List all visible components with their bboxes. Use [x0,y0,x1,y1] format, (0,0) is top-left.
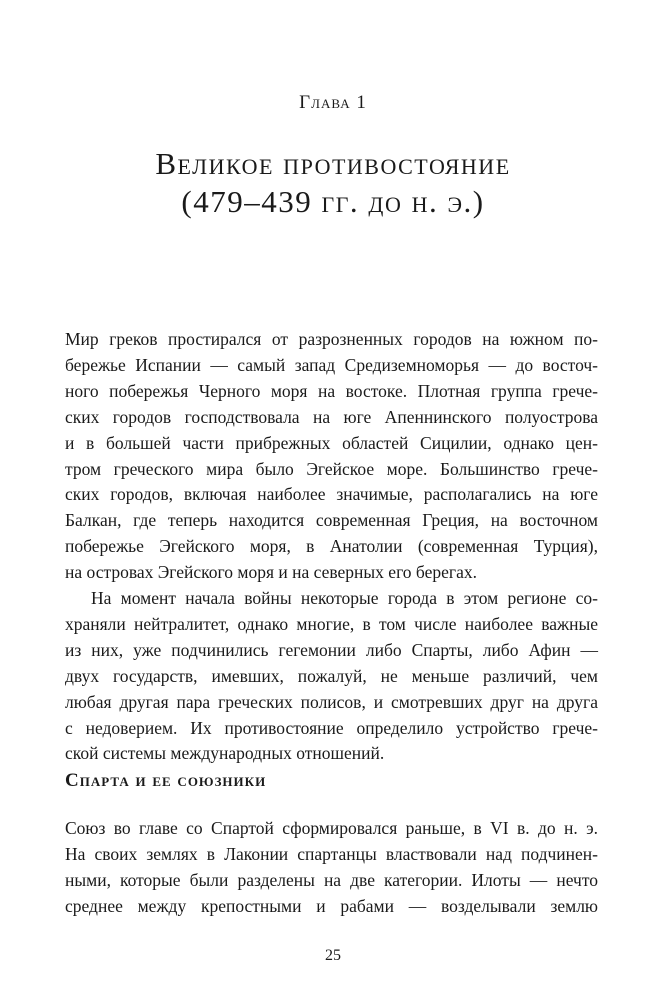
paragraph-2 [65,586,598,767]
text-line: с недоверием. Их противостояние определило устройство грече- [65,717,598,738]
text-line: Мир греков простирался от разрозненных городов на южном по- [65,329,598,349]
chapter-title-line-2: (479–439 гг. до н. э.) [181,184,485,219]
text-line: ских городов, включая наиболее значимые, располагались на юге [65,484,598,505]
text-line: бережье Испании — самый запад Средиземноморья — до восточ- [65,354,598,375]
paragraph-3 [65,816,598,920]
text-line: ской системы международных отношений. [65,743,385,764]
text-line: тром греческого мира было Эгейское море. Большинство грече- [65,458,598,479]
chapter-title [0,145,666,221]
text-line: ными, которые были разделены на две категории. Илоты — нечто [65,869,598,890]
text-line: ских городов господствовала на юге Апеннинского полуострова [65,406,598,427]
text-line: Балкан, где теперь находится современная Греция, на восточном [65,510,598,531]
text-line: ного побережья Черного моря на востоке. Плотная группа грече- [65,380,598,401]
text-line: на островах Эгейского моря и на северных его берегах. [65,562,477,583]
page-number: 25 [325,947,341,964]
text-line: и в большей части прибрежных областей Сицилии, однако цен- [65,432,598,453]
text-line: любая другая пара греческих полисов, и смотревших друг на друга [65,691,598,712]
chapter-label: Глава 1 [299,92,367,113]
text-line: Союз во главе со Спартой сформировался раньше, в VI в. до н. э. [65,818,598,838]
text-line: побережье Эгейского моря, в Анатолии (современная Турция), [65,536,598,557]
text-line: двух государств, имевших, пожалуй, не меньше различий, чем [65,665,598,686]
text-line: храняли нейтралитет, однако многие, в том числе наиболее важные [65,613,598,634]
text-line: среднее между крепостными и рабами — возделывали землю [65,895,598,916]
text-line: из них, уже подчинились гегемонии либо Спарты, либо Афин — [65,639,598,660]
chapter-title-line-1: Великое противостояние [155,146,511,181]
text-line: На своих землях в Лаконии спартанцы властвовали над подчинен- [65,843,598,864]
paragraph-1 [65,327,598,586]
text-line: На момент начала войны некоторые города в этом регионе со- [91,588,598,608]
section-heading: Спарта и ее союзники [65,770,267,791]
